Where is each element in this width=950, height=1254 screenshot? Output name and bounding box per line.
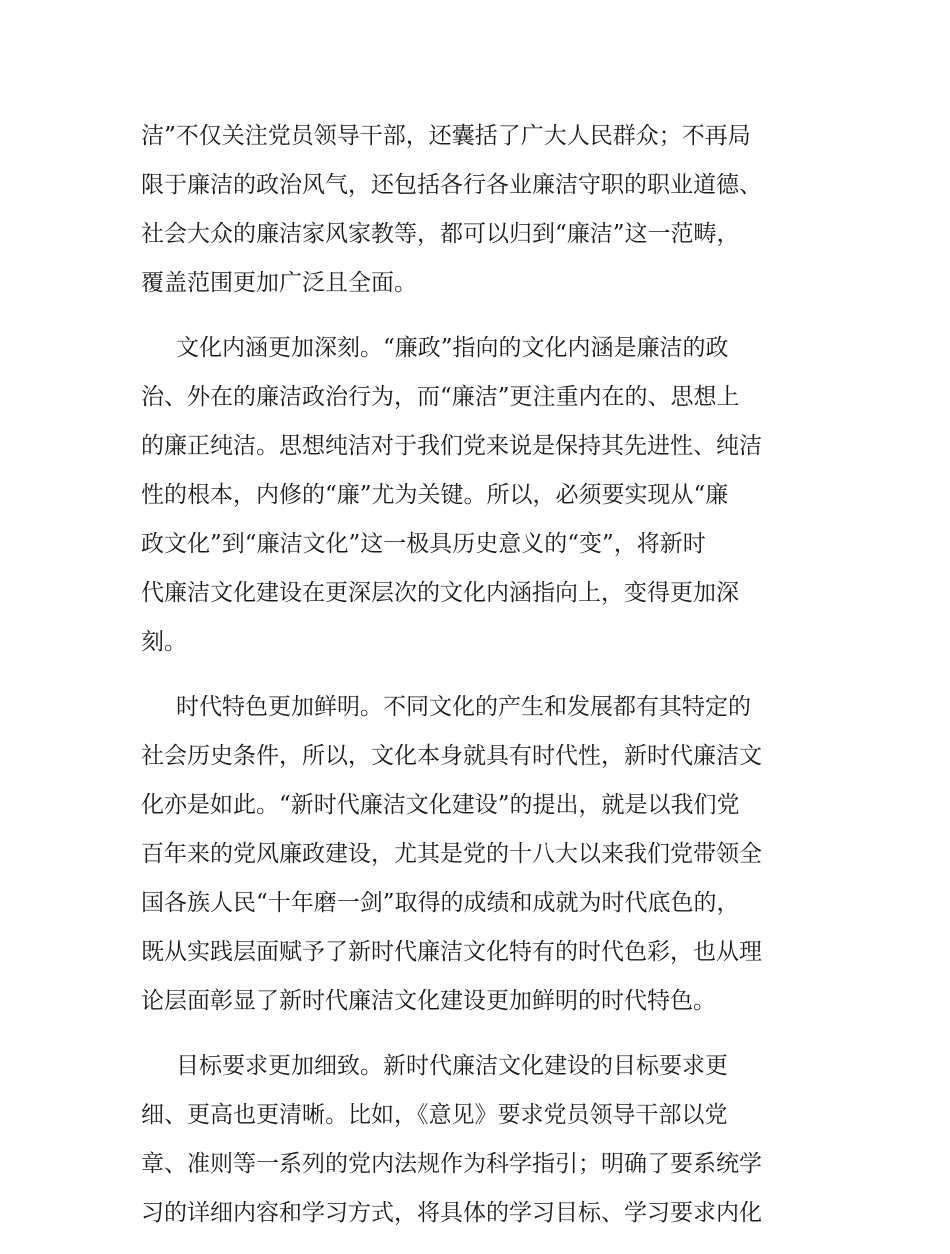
text-line: 文化内涵更加深刻。“廉政”指向的文化内涵是廉洁的政 bbox=[176, 335, 729, 361]
text-line: 政文化”到“廉洁文化”这一极具历史意义的“变”，将新时 bbox=[141, 531, 706, 557]
paragraph-1 bbox=[141, 112, 811, 308]
text-line: 章、准则等一系列的党内法规作为科学指引；明确了要系统学 bbox=[141, 1151, 762, 1177]
text-line: 化亦是如此。“新时代廉洁文化建设”的提出，就是以我们党 bbox=[141, 792, 740, 818]
text-line: 百年来的党风廉政建设，尤其是党的十八大以来我们党带领全 bbox=[141, 841, 762, 867]
paragraph-2 bbox=[141, 324, 811, 667]
text-line: 国各族人民“十年磨一剑”取得的成绩和成就为时代底色的， bbox=[141, 890, 740, 916]
text-line: 覆盖范围更加广泛且全面。 bbox=[141, 270, 417, 296]
text-line: 时代特色更加鲜明。不同文化的产生和发展都有其特定的 bbox=[176, 694, 751, 720]
text-line: 代廉洁文化建设在更深层次的文化内涵指向上，变得更加深 bbox=[141, 580, 739, 606]
text-line: 细、更高也更清晰。比如，《意见》要求党员领导干部以党 bbox=[141, 1102, 728, 1128]
paragraph-4 bbox=[141, 1042, 811, 1238]
text-line: 洁”不仅关注党员领导干部，还囊括了广大人民群众；不再局 bbox=[141, 123, 751, 149]
text-line: 刻。 bbox=[141, 629, 187, 655]
text-line: 社会历史条件，所以，文化本身就具有时代性，新时代廉洁文 bbox=[141, 743, 762, 769]
text-line: 社会大众的廉洁家风家教等，都可以归到“廉洁”这一范畴， bbox=[141, 221, 740, 247]
paragraph-3 bbox=[141, 683, 811, 1026]
text-line: 性的根本，内修的“廉”尤为关键。所以，必须要实现从“廉 bbox=[141, 482, 729, 508]
text-line: 限于廉洁的政治风气，还包括各行各业廉洁守职的职业道德、 bbox=[141, 172, 762, 198]
text-line: 的廉正纯洁。思想纯洁对于我们党来说是保持其先进性、纯洁 bbox=[141, 433, 762, 459]
text-line: 习的详细内容和学习方式，将具体的学习目标、学习要求内化 bbox=[141, 1200, 762, 1226]
text-line: 既从实践层面赋予了新时代廉洁文化特有的时代色彩，也从理 bbox=[141, 939, 762, 965]
document-body bbox=[141, 112, 811, 1254]
text-line: 论层面彰显了新时代廉洁文化建设更加鲜明的时代特色。 bbox=[141, 988, 716, 1014]
text-line: 治、外在的廉洁政治行为，而“廉洁”更注重内在的、思想上 bbox=[141, 384, 740, 410]
text-line: 目标要求更加细致。新时代廉洁文化建设的目标要求更 bbox=[176, 1053, 728, 1079]
